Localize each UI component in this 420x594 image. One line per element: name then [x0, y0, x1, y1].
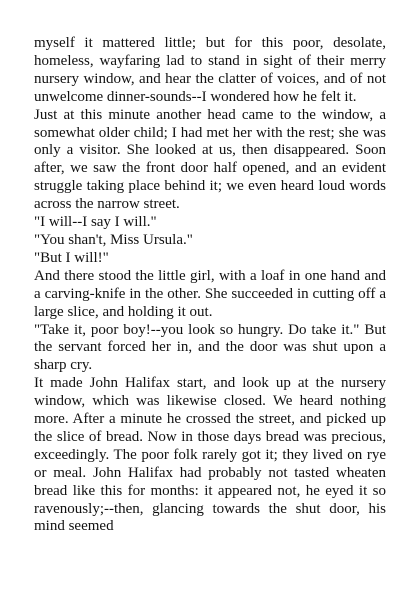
paragraph-8: It made John Halifax start, and look up at the nursery window, which was likewise closed. We heard nothing more. After a minute he crossed the street, and picked up the slice of bread. Now in those days bread was precious, exceedingly. The poor folk rarely got it; they lived on rye or meal. John Halifax had probably not tasted wheaten bread like this for months: it appeared not, he eyed it so ravenously;--then, glancing towards the shut door, his mind seemed: [34, 375, 386, 535]
paragraph-6: And there stood the little girl, with a loaf in one hand and a carving-knife in the other. She succeeded in cutting off a large slice, and holding it out.: [34, 267, 386, 320]
paragraph-1: myself it mattered little; but for this poor, desolate, homeless, wayfaring lad to stand in sight of their merry nursery window, and hear the clatter of voices, and of not unwelcome dinner-sounds--I wondered how he felt it.: [34, 35, 386, 105]
paragraph-7: "Take it, poor boy!--you look so hungry. Do take it." But the servant forced her in, and the door was shut upon a sharp cry.: [34, 321, 386, 374]
dialogue-line-2: "You shan't, Miss Ursula.": [34, 231, 193, 248]
paragraph-2: Just at this minute another head came to the window, a somewhat older child; I had met her with the rest; she was only a visitor. She looked at us, then disappeared. Soon after, we saw the front door half opened, and an evident struggle taking place behind it; we even heard loud words across the narrow street.: [34, 106, 386, 213]
document-page: [34, 35, 386, 536]
dialogue-line-3: "But I will!": [34, 249, 109, 266]
dialogue-line-1: "I will--I say I will.": [34, 214, 157, 231]
